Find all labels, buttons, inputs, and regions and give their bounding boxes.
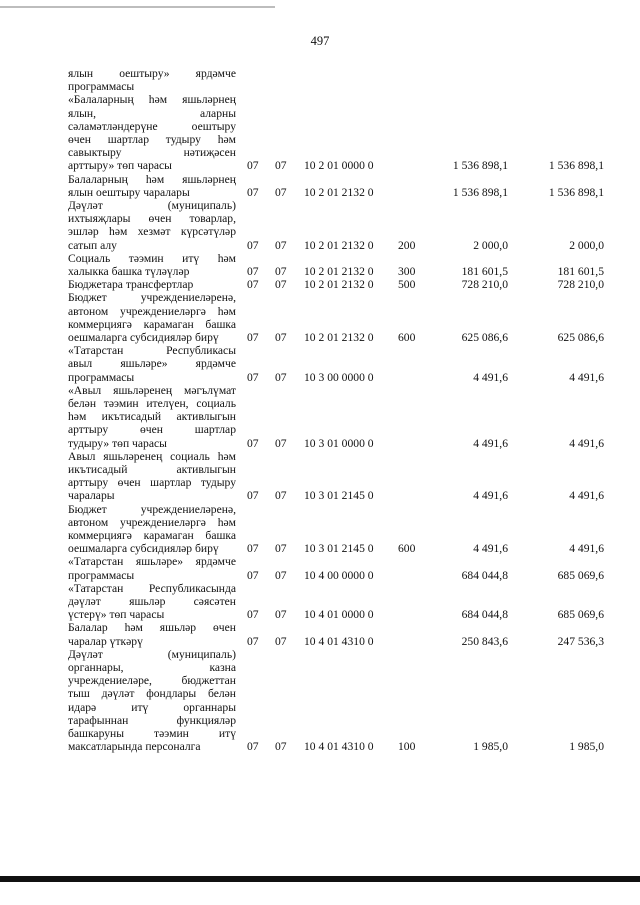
row-description: [68, 648, 236, 754]
amount-year-2: 4 491,6: [569, 436, 604, 450]
target-article-code: 10 4 01 4310 0: [304, 740, 374, 754]
table-row: [0, 582, 640, 622]
expense-type-code: 500: [398, 278, 416, 292]
section-code: 07: [247, 489, 259, 503]
section-code: 07: [247, 740, 259, 754]
row-description: [68, 278, 236, 291]
subsection-code: 07: [275, 568, 287, 582]
description-line: программасы: [68, 80, 135, 94]
description-line: «Татарстан яшьләре» ярдәмче: [68, 555, 236, 569]
row-description: [68, 555, 236, 581]
target-article-code: 10 4 01 0000 0: [304, 608, 374, 622]
expense-type-code: 100: [398, 740, 416, 754]
description-line: органнары, казна: [68, 660, 236, 674]
description-line: сатып алу: [68, 238, 117, 252]
row-description: [68, 93, 236, 172]
description-line: Авыл яшьләренең социаль һәм: [68, 449, 236, 463]
description-line: арттыру» төп чарасы: [68, 159, 172, 173]
description-line: халыкка башка түләүләр: [68, 264, 190, 278]
subsection-code: 07: [275, 159, 287, 173]
section-code: 07: [247, 185, 259, 199]
description-line: автоном учреждениеләргә һәм: [68, 304, 236, 318]
description-line: чаралары: [68, 489, 115, 503]
description-line: оешмаларга субсидияләр бирү: [68, 330, 219, 344]
amount-year-1: 1 985,0: [473, 740, 508, 754]
amount-year-1: 684 044,8: [461, 608, 508, 622]
description-line: «Балаларның һәм яшьләрнең: [68, 93, 236, 107]
row-description: [68, 450, 236, 503]
scan-bottom-bar: [0, 876, 640, 882]
section-code: 07: [247, 278, 259, 292]
description-line: тарафыннан функцияләр: [68, 713, 236, 727]
subsection-code: 07: [275, 278, 287, 292]
description-line: арттыру өчен шартлар: [68, 423, 236, 437]
page-number: 497: [310, 34, 330, 48]
description-line: Дәүләт (муниципаль): [68, 199, 236, 212]
description-line: Социаль тәэмин итү һәм: [68, 251, 236, 265]
description-line: тудыру» төп чарасы: [68, 436, 167, 450]
description-line: Бюджетара трансфертлар: [68, 278, 194, 292]
target-article-code: 10 2 01 2132 0: [304, 278, 374, 292]
table-row: [0, 93, 640, 172]
amount-year-1: 4 491,6: [473, 370, 508, 384]
row-description: [68, 582, 236, 622]
description-line: «Татарстан Республикасында: [68, 581, 236, 595]
table-row: [0, 67, 640, 93]
target-article-code: 10 4 00 0000 0: [304, 568, 374, 582]
description-line: белән тәэмин ителүен, социаль: [68, 396, 236, 410]
description-line: коммерциягә карамаган башка: [68, 528, 236, 542]
target-article-code: 10 3 01 2145 0: [304, 542, 374, 556]
amount-year-2: 1 536 898,1: [548, 159, 604, 173]
row-description: [68, 67, 236, 93]
description-line: максатларында персоналга: [68, 740, 201, 754]
description-line: Балаларның һәм яшьләрнең: [68, 172, 236, 186]
amount-year-2: 625 086,6: [557, 330, 604, 344]
expense-type-code: 200: [398, 238, 416, 252]
row-description: [68, 621, 236, 647]
amount-year-2: 1 985,0: [569, 740, 604, 754]
subsection-code: 07: [275, 542, 287, 556]
row-description: [68, 384, 236, 450]
description-line: Дәүләт (муниципаль): [68, 647, 236, 661]
target-article-code: 10 2 01 2132 0: [304, 264, 374, 278]
description-line: арттыру өчен шартлар тудыру: [68, 476, 236, 490]
description-line: Бюджет учреждениеләренә,: [68, 291, 236, 305]
target-article-code: 10 3 01 2145 0: [304, 489, 374, 503]
subsection-code: 07: [275, 608, 287, 622]
section-code: 07: [247, 159, 259, 173]
description-line: авыл яшьләре» ярдәмче: [68, 357, 236, 371]
row-description: [68, 173, 236, 199]
amount-year-1: 728 210,0: [461, 278, 508, 292]
description-line: Балалар һәм яшьләр өчен: [68, 621, 236, 635]
section-code: 07: [247, 608, 259, 622]
subsection-code: 07: [275, 370, 287, 384]
amount-year-1: 181 601,5: [461, 264, 508, 278]
section-code: 07: [247, 542, 259, 556]
subsection-code: 07: [275, 185, 287, 199]
section-code: 07: [247, 568, 259, 582]
description-line: идарә итү органнары: [68, 700, 236, 714]
description-line: программасы: [68, 568, 135, 582]
target-article-code: 10 4 01 4310 0: [304, 634, 374, 648]
table-row: [0, 384, 640, 450]
subsection-code: 07: [275, 264, 287, 278]
amount-year-1: 684 044,8: [461, 568, 508, 582]
section-code: 07: [247, 264, 259, 278]
subsection-code: 07: [275, 436, 287, 450]
row-description: [68, 503, 236, 556]
description-line: «Татарстан Республикасы: [68, 344, 236, 358]
description-line: программасы: [68, 370, 135, 384]
description-line: чаралар үткәрү: [68, 634, 143, 648]
table-row: [0, 278, 640, 291]
amount-year-1: 4 491,6: [473, 489, 508, 503]
table-row: [0, 555, 640, 581]
table-row: [0, 450, 640, 503]
target-article-code: 10 2 01 2132 0: [304, 330, 374, 344]
subsection-code: 07: [275, 740, 287, 754]
subsection-code: 07: [275, 330, 287, 344]
table-row: [0, 344, 640, 384]
amount-year-1: 4 491,6: [473, 436, 508, 450]
description-line: эшләр һәм хезмәт күрсәтүләр: [68, 225, 236, 239]
table-row: [0, 291, 640, 344]
description-line: тыш дәүләт фондлары белән: [68, 687, 236, 701]
subsection-code: 07: [275, 489, 287, 503]
amount-year-2: 247 536,3: [557, 634, 604, 648]
description-line: «Авыл яшьләренең мәгълүмат: [68, 383, 236, 397]
description-line: ялын оештыру чаралары: [68, 185, 190, 199]
amount-year-2: 685 069,6: [557, 608, 604, 622]
description-line: сәламәтләндерүне оештыру: [68, 119, 236, 133]
amount-year-1: 250 843,6: [461, 634, 508, 648]
amount-year-1: 625 086,6: [461, 330, 508, 344]
expense-type-code: 600: [398, 542, 416, 556]
amount-year-2: 4 491,6: [569, 370, 604, 384]
amount-year-2: 685 069,6: [557, 568, 604, 582]
section-code: 07: [247, 634, 259, 648]
table-row: [0, 173, 640, 199]
amount-year-1: 4 491,6: [473, 542, 508, 556]
description-line: үстерү» төп чарасы: [68, 608, 165, 622]
amount-year-1: 2 000,0: [473, 238, 508, 252]
subsection-code: 07: [275, 238, 287, 252]
amount-year-1: 1 536 898,1: [452, 159, 508, 173]
description-line: һәм икътисадый активлыгын: [68, 410, 236, 424]
section-code: 07: [247, 238, 259, 252]
amount-year-2: 181 601,5: [557, 264, 604, 278]
amount-year-1: 1 536 898,1: [452, 185, 508, 199]
description-line: коммерциягә карамаган башка: [68, 317, 236, 331]
target-article-code: 10 3 00 0000 0: [304, 370, 374, 384]
table-row: [0, 199, 640, 252]
description-line: икътисадый активлыгын: [68, 462, 236, 476]
table-row: [0, 252, 640, 278]
description-line: учреждениеләре, бюджеттан: [68, 674, 236, 688]
subsection-code: 07: [275, 634, 287, 648]
row-description: [68, 252, 236, 278]
description-line: ялын, аларны: [68, 106, 236, 120]
amount-year-2: 1 536 898,1: [548, 185, 604, 199]
amount-year-2: 728 210,0: [557, 278, 604, 292]
row-description: [68, 291, 236, 344]
description-line: дәүләт яшьләр сәясәтен: [68, 594, 236, 608]
description-line: өчен шартлар тудыру һәм: [68, 132, 236, 146]
description-line: ялын оештыру» ярдәмче: [68, 67, 236, 80]
section-code: 07: [247, 330, 259, 344]
target-article-code: 10 2 01 0000 0: [304, 159, 374, 173]
description-line: башкаруны тәэмин итү: [68, 726, 236, 740]
row-description: [68, 344, 236, 384]
target-article-code: 10 3 01 0000 0: [304, 436, 374, 450]
section-code: 07: [247, 436, 259, 450]
description-line: ихтыяҗлары өчен товарлар,: [68, 212, 236, 226]
amount-year-2: 4 491,6: [569, 542, 604, 556]
table-row: [0, 648, 640, 754]
expense-type-code: 300: [398, 264, 416, 278]
amount-year-2: 4 491,6: [569, 489, 604, 503]
target-article-code: 10 2 01 2132 0: [304, 185, 374, 199]
description-line: Бюджет учреждениеләренә,: [68, 502, 236, 516]
section-code: 07: [247, 370, 259, 384]
description-line: автоном учреждениеләргә һәм: [68, 515, 236, 529]
description-line: оешмаларга субсидияләр бирү: [68, 542, 219, 556]
row-description: [68, 199, 236, 252]
table-row: [0, 621, 640, 647]
amount-year-2: 2 000,0: [569, 238, 604, 252]
target-article-code: 10 2 01 2132 0: [304, 238, 374, 252]
description-line: савыктыру нәтиҗәсен: [68, 146, 236, 160]
table-row: [0, 503, 640, 556]
expense-type-code: 600: [398, 330, 416, 344]
